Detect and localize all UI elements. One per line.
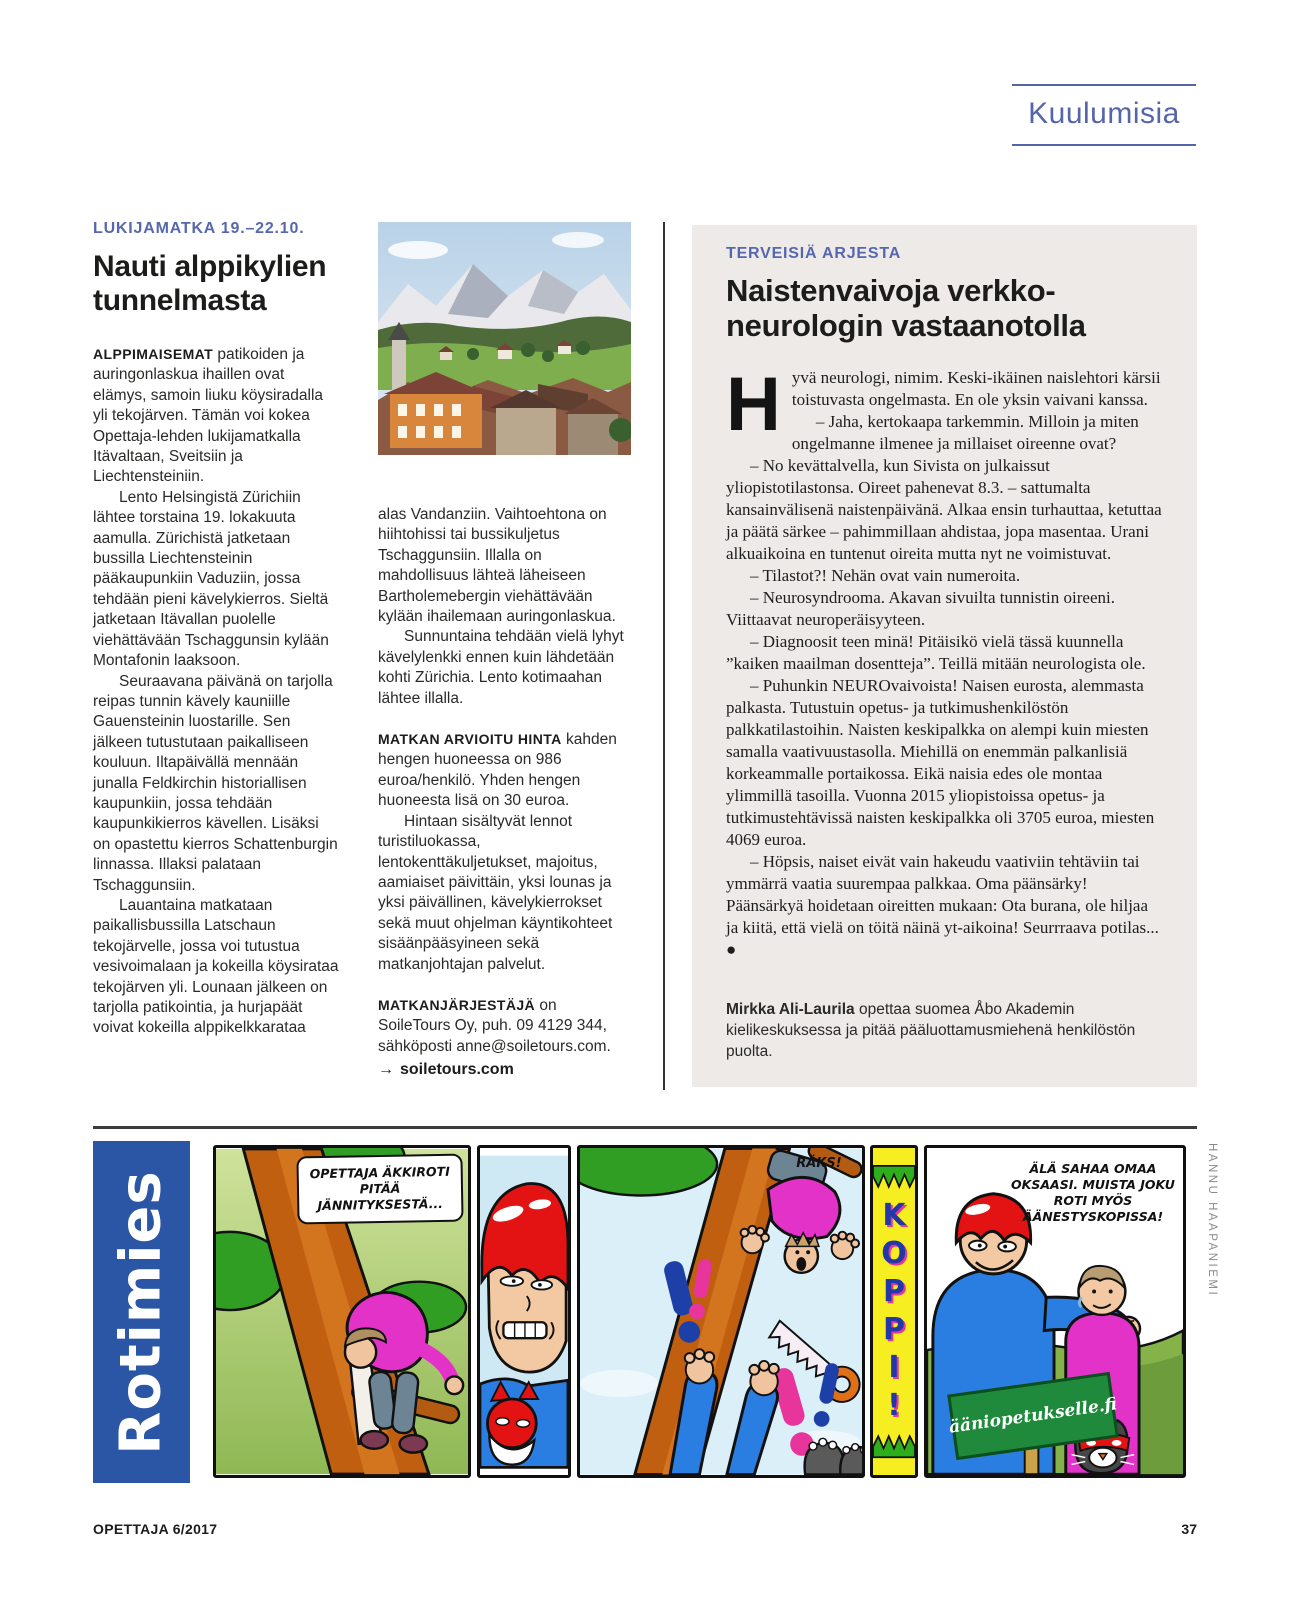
- comic-panel-1: [213, 1145, 471, 1478]
- arrow-right-icon: →: [378, 1061, 394, 1079]
- comic-panel-2-art: [480, 1148, 568, 1475]
- speech-bubble: OPETTAJA ÄKKIROTI PITÄÄ JÄNNITYKSESTÄ...: [296, 1154, 463, 1225]
- masthead-rule-bottom: [1012, 144, 1196, 146]
- paragraph: Hintaan sisältyvät lennot turistiluokassa, lentokenttäkuljetukset, majoitus, aamiaiset päivittäin, yksi lounas ja yksi päivällinen, kävelykierrokset sekä muut ohjelman käyntikohteet sisäänpääsyineen sekä matkanjohtajan palvelut.: [378, 812, 613, 973]
- paragraph: Hyvä neurologi, nimim. Keski-ikäinen naislehtori kärsii toistuvasta ongelmasta. En ole yksin vaivani kanssa.: [726, 362, 1161, 447]
- footer-issue: OPETTAJA 6/2017: [93, 1521, 218, 1537]
- comic-panel-5: [924, 1145, 1186, 1478]
- health-kicker: TERVEISIÄ ARJESTA: [726, 245, 902, 262]
- paragraph: – Neurosyndrooma. Akavan sivuilta tunnistin oireeni. Viittaavat neuroperäisyyteen.: [726, 588, 1115, 629]
- soiletours-link-label: soiletours.com: [400, 1061, 514, 1079]
- paragraph: – Puhunkin NEUROvaivoista! Naisen eurosta, alemmasta palkasta. Tutustuin opetus- ja tutkimushenkilöstön palkkatilastoihin. Naisten keskipalkka on alempi kuin miesten samalla vaativuustasolla. Miehillä on enemmän palkanlisiä korkeammalle portaikossa. Eikä naisia edes ole montaa ylimmillä tasoilla. Vuonna 2015 yliopistoissa opetus- ja tutkimustehtävissä naisten keskipalkka oli 3705 euroa, miesten 4069 euroa.: [726, 676, 1155, 849]
- comic-divider-rule: [93, 1126, 1197, 1129]
- paragraph: – Tilastot?! Nehän ovat vain numeroita.: [750, 566, 1021, 585]
- sfx-koppi: KOPPI!: [876, 1197, 912, 1426]
- travel-title: Nauti alppikylien tunnelmasta: [93, 250, 327, 317]
- paragraph: – Höpsis, naiset eivät vain hakeudu vaativiin tehtäviin tai ymmärrä vaatia suurempaa palkkaa. Oma päänsärky! Päänsärkyä hoidetaan oireitten mukaan: Ota burana, ole hiljaa ja kiitä, että vielä on töitä näinä yt-aikoina! Seurrraava potilas... ●: [726, 852, 1159, 959]
- section-masthead: [1012, 84, 1196, 146]
- protest-sign: ääniopetukselle.fi: [947, 1372, 1119, 1460]
- paragraph: MATKANJÄRJESTÄJÄ on SoileTours Oy, puh. 09 4129 344, sähköposti anne@soiletours.com.: [378, 996, 611, 1055]
- comic-panel-2: [477, 1145, 571, 1478]
- comic-credit: HANNU HAAPANIEMI: [1206, 1143, 1218, 1298]
- paragraph: – Diagnoosit teen minä! Pitäisikö vielä tässä kuunnella ”kaiken maailman dosentteja”. Teillä mitään neurologista ole.: [726, 632, 1146, 673]
- comic-panel-4: [870, 1145, 918, 1478]
- drop-cap: H: [726, 362, 781, 447]
- health-title: Naistenvaivoja verkko-neurologin vastaanotolla: [726, 273, 1086, 343]
- paragraph: MATKAN ARVIOITU HINTA kahden hengen huoneessa on 986 euroa/henkilö. Yhden hengen huoneesta lisä on 30 euroa.: [378, 731, 617, 810]
- footer-page-number: 37: [1181, 1521, 1197, 1537]
- comic-title-box: [93, 1141, 190, 1483]
- paragraph: Lauantaina matkataan paikallisbussilla Latschaun tekojärvelle, jossa voi tutustua vesivoimalaan ja kokeilla köysirataa tekojärven yli. Lounaan jälkeen on tarjolla patikointia, ja hurjapäät voivat kokeilla alppikelkkarataa: [93, 896, 339, 1037]
- paragraph: Sunnuntaina tehdään vielä lyhyt kävelylenkki ennen kuin lähdetään kohti Zürichia. Lento kotimaahan lähtee illalla.: [378, 628, 624, 707]
- comic-title: Rotimies: [109, 1169, 175, 1455]
- speech-bubble: ÄLÄ SAHAA OMAA OKSAASI. MUISTA JOKU ROTI MYÖS ÄÄNESTYSKOPISSA!: [1011, 1161, 1175, 1224]
- paragraph: Seuraavana päivänä on tarjolla reipas tunnin kävely kauniille Gauensteinin luostarille. Sen jälkeen tutustutaan paikalliseen kouluun. Iltapäivällä mennään junalla Feldkirchin historiallisen kaupunkiin, jossa tehdään kaupunkikierros kävellen. Lisäksi on opastettu kierros Schattenburgin linnassa. Illaksi palataan Tschaggunsiin.: [93, 672, 338, 894]
- paragraph: ALPPIMAISEMAT patikoiden ja auringonlaskua ihaillen ovat elämys, samoin liuku köysiradalla yli tekojärven. Tämän voi kokea Opettaja-lehden lukijamatkalla Itävaltaan, Sveitsiin ja Liechtensteiniin.: [93, 346, 324, 486]
- paragraph: Lento Helsingistä Zürichiin lähtee torstaina 19. lokakuuta aamulla. Zürichistä jatketaan bussilla Liechtensteinin pääkaupunkiin Vaduziin, jossa tehdään pieni kävelykierros. Sieltä jatketaan Itävallan puolelle viehättävään Tschaggunsin kylään Montafonin laaksoon.: [93, 488, 329, 670]
- travel-article-column-1: [93, 220, 340, 1039]
- paragraph: alas Vandanziin. Vaihtoehtona on hiihtohissi tai bussikuljetus Tschaggunsiin. Illalla on mahdollisuus lähteä läheiseen Bartholemebergin viehättävään kylään ihailemaan auringonlaskua.: [378, 506, 616, 626]
- byline: Mirkka Ali-Laurila opettaa suomea Åbo Akademin kielikeskuksessa ja pitää pääluottamusmiehenä henkilöstön puolta.: [726, 1001, 1136, 1060]
- soiletours-link[interactable]: [378, 1061, 631, 1079]
- travel-article-column-2: [378, 222, 631, 1079]
- health-article: [692, 225, 1197, 1087]
- sfx-raks: RÄKS!: [796, 1156, 842, 1171]
- section-title: Kuulumisia: [1028, 97, 1180, 130]
- comic-panel-3-art: [580, 1148, 862, 1475]
- travel-kicker: LUKIJAMATKA 19.–22.10.: [93, 220, 305, 237]
- paragraph: – Jaha, kertokaapa tarkemmin. Milloin ja miten ongelmanne ilmenee ja millaiset oireenne ovat?: [791, 412, 1139, 453]
- paragraph: – No kevättalvella, kun Sivista on julkaissut yliopistotilastonsa. Oireet pahenevat 8.3. – sattumalta kansainvälisenä naistenpäivänä. Alkaa ensin turhauttaa, ketuttaa ja päätä särkee – pahimmillaan ahdistaa, jopa masentaa. Urani alkuaikoina en tuntenut oireita mutta nyt ne voimistuvat.: [726, 456, 1162, 563]
- column-divider: [663, 222, 665, 1090]
- alpine-village-photo: [378, 222, 631, 455]
- comic-panel-3: [577, 1145, 865, 1478]
- byline-author: Mirkka Ali-Laurila: [726, 1001, 855, 1018]
